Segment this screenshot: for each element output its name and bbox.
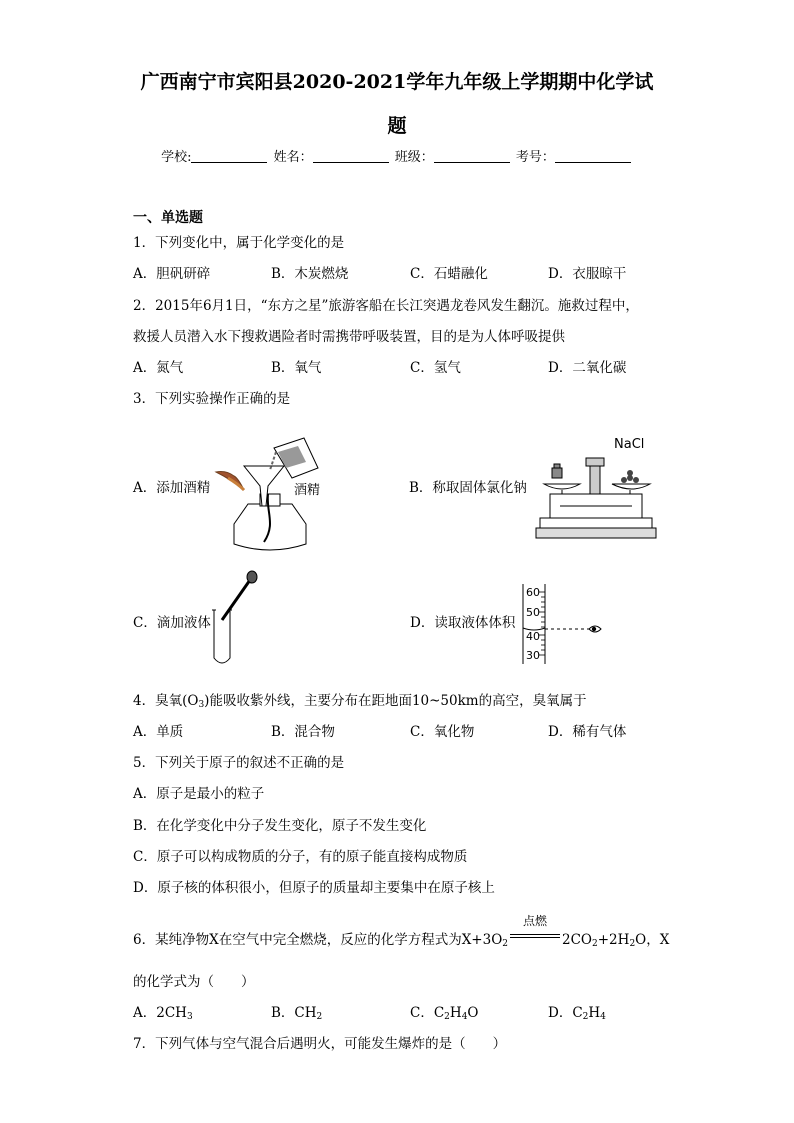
q3-option-a: A．添加酒精 (133, 480, 211, 496)
name-blank (313, 150, 389, 163)
q1-option-a: A．胆矾研碎 (133, 266, 211, 282)
q5-option-c: C．原子可以构成物质的分子，有的原子能直接构成物质 (133, 849, 468, 865)
q4-stem: 4．臭氧$(O_3)$能吸收紫外线，主要分布在距地面10~50km的高空，臭氧属于 (133, 693, 587, 710)
nacl-label: NaCl (614, 437, 645, 452)
reaction-condition: 点燃 (508, 926, 562, 944)
alcohol-lamp-figure (208, 432, 332, 558)
balance-figure (534, 432, 658, 548)
q4-option-d: D．稀有气体 (548, 724, 627, 740)
q2-option-c: C．氢气 (410, 360, 461, 376)
q6-option-d: D．$C_2H_4$ (548, 1005, 606, 1022)
q5-option-b: B．在化学变化中分子发生变化，原子不发生变化 (133, 818, 427, 834)
q6-option-c: C．$C_2H_4O$ (410, 1005, 479, 1022)
class-blank (434, 150, 510, 163)
q1-option-b: B．木炭燃烧 (271, 266, 349, 282)
exam-title-line1: 广西南宁市宾阳县2020-2021学年九年级上学期期中化学试 (140, 71, 654, 93)
tick-50: 50 (526, 606, 540, 619)
q4-option-a: A．单质 (133, 724, 184, 740)
q5-option-d: D．原子核的体积很小，但原子的质量却主要集中在原子核上 (133, 880, 495, 896)
q6-stem-line2: 的化学式为（ ） (133, 974, 255, 990)
dropper-figure (206, 570, 266, 670)
q2-option-d: D．二氧化碳 (548, 360, 627, 376)
q4-option-b: B．混合物 (271, 724, 335, 740)
school-label: 学校: (161, 150, 192, 165)
q3-option-c: C．滴加液体 (133, 615, 211, 631)
section-heading: 一、单选题 (133, 210, 203, 226)
student-info-row (0, 146, 794, 165)
q1-option-c: C．石蜡融化 (410, 266, 488, 282)
q2-option-b: B．氧气 (271, 360, 322, 376)
q2-option-a: A．氮气 (133, 360, 184, 376)
exam-no-blank (555, 150, 631, 163)
q6-option-b: B．$CH_2$ (271, 1005, 323, 1022)
q1-option-d: D．衣服晾干 (548, 266, 627, 282)
exam-no-label: 考号： (515, 150, 555, 165)
exam-title-line2: 题 (387, 115, 407, 137)
q3-stem: 3．下列实验操作正确的是 (133, 391, 291, 407)
q5-stem: 5．下列关于原子的叙述不正确的是 (133, 755, 345, 771)
q3-option-b: B．称取固体氯化钠 (409, 480, 527, 496)
q6-stem-line1: 6．某纯净物X在空气中完全燃烧，反应的化学方程式为$X+3O_2$ 点燃 $2CO_2+2H_2O$，X (133, 914, 670, 949)
name-label: 姓名： (273, 150, 313, 165)
graduated-cylinder-figure (519, 580, 611, 666)
q2-stem-line2: 救援人员潜入水下搜救遇险者时需携带呼吸装置，目的是为人体呼吸提供 (133, 329, 565, 345)
q1-stem: 1．下列变化中，属于化学变化的是 (133, 235, 345, 251)
q5-option-a: A．原子是最小的粒子 (133, 786, 265, 802)
q3-option-d: D．读取液体体积 (410, 615, 516, 631)
tick-60: 60 (526, 586, 540, 599)
q2-stem-line1: 2．2015年6月1日，“东方之星”旅游客船在长江突遇龙卷风发生翻沉。施救过程中， (133, 298, 639, 314)
alcohol-label: 酒精 (294, 483, 321, 498)
q7-stem: 7．下列气体与空气混合后遇明火，可能发生爆炸的是（ ） (133, 1036, 507, 1052)
q6-option-a: A．$2CH_3$ (133, 1005, 193, 1022)
q4-option-c: C．氧化物 (410, 724, 475, 740)
class-label: 班级： (394, 150, 434, 165)
school-blank (191, 150, 267, 163)
tick-40: 40 (526, 630, 540, 643)
tick-30: 30 (526, 649, 540, 662)
